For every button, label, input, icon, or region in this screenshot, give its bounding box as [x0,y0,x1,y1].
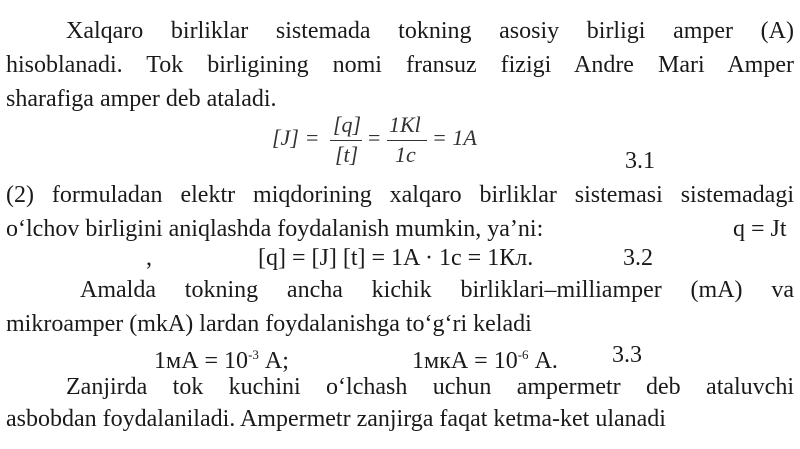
units-left-exponent: -3 [248,347,259,362]
formula-equals-2: = [368,125,381,150]
paragraph-4-line-1: Zanjirda tok kuchini o‘lchash uchun ampermetr deb ataluvchi [66,374,794,400]
formula-result: = 1A [432,125,477,150]
fraction-bar-2 [387,140,427,141]
formula-3-1 [272,111,492,171]
units-right-exponent: -6 [517,347,529,362]
equation-number-3-1: 3.1 [625,148,655,174]
formula-numerator-2: 1Kl [389,112,421,137]
units-microampere [412,341,558,375]
paragraph-1-line-3: sharafiga amper deb ataladi. [6,86,277,112]
equation-number-3-2: 3.2 [623,245,653,271]
units-left-unit: A; [258,348,289,374]
formula-lhs: [J] [272,125,299,150]
paragraph-1-line-1: Xalqaro birliklar sistemada tokning asosiy birligi amper (A) [66,18,794,44]
paragraph-4-line-2: asbobdan foydalaniladi. Ampermetr zanjirga faqat ketma-ket ulanadi [6,406,666,432]
comma: , [146,245,152,271]
formula-equals-1: = [306,125,319,150]
formula-denominator-1: [t] [335,142,359,167]
paragraph-2-line-1: (2) formuladan elektr miqdorining xalqaro birliklar sistemasi sistemadagi [6,182,794,208]
units-right-base: 1мкА = 10 [412,348,518,374]
formula-q-jt: q = Jt [733,216,787,242]
equation-number-3-3: 3.3 [612,342,642,368]
formula-denominator-2: 1c [395,142,416,167]
fraction-bar-1 [330,140,362,141]
paragraph-2-line-2: o‘lchov birligini aniqlashda foydalanish mumkin, ya’ni: [6,216,544,242]
paragraph-1-line-2: hisoblanadi. Tok birligining nomi fransuz fizigi Andre Mari Amper [6,52,794,78]
units-right-unit: A. [528,348,558,374]
paragraph-3-line-2: mikroamper (mkA) lardan foydalanishga to‘g‘ri keladi [6,311,532,337]
paragraph-3-line-1: Amalda tokning ancha kichik birliklari–milliamper (mA) va [80,277,794,303]
formula-3-2: [q] = [J] [t] = 1A · 1c = 1Кл. [258,245,534,271]
units-milliampere [154,341,289,375]
formula-numerator-1: [q] [333,112,362,137]
units-left-base: 1мА = 10 [154,348,249,374]
